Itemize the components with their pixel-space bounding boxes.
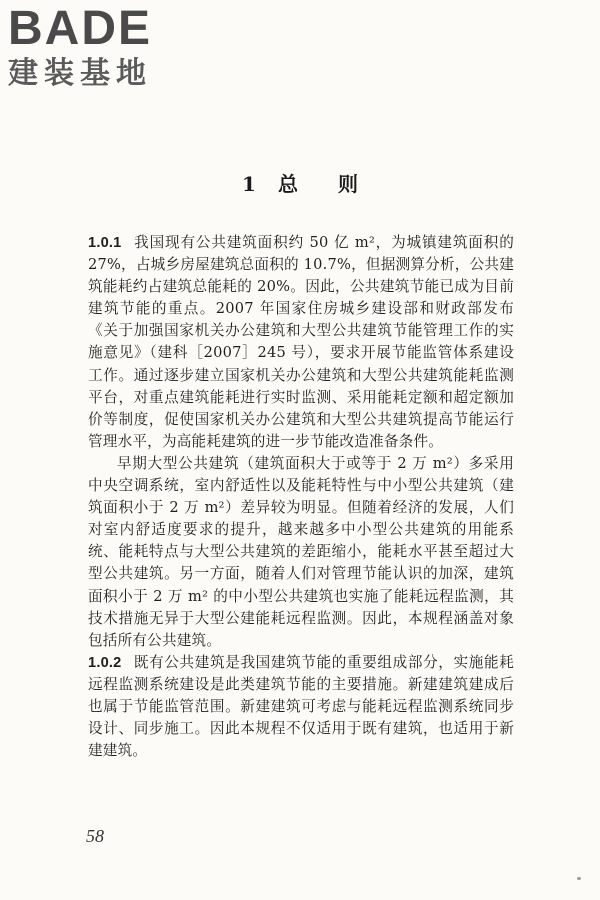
clause-text: 我国现有公共建筑面积约 50 亿 m²，为城镇建筑面积的27%，占城乡房屋建筑总面积的 10.7%，但据测算分析，公共建筑能耗约占建筑总能耗的 20%。因此，公共建筑节能已成为目前建筑节能的重点。2007 年国家住房城乡建设部和财政部发布《关于加强国家机关办公建筑和大型公共建筑节能管理工作的实施意见》（建科［2007］245 号），要求开展节能监管体系建设工作。通过逐步建立国家机关办公建筑和大型公共建筑能耗监测平台，对重点建筑能耗进行实时监测、采用能耗定额和超定额加价等制度，促使国家机关办公建筑和大型公共建筑提高节能运行管理水平，为高能耗建筑的进一步节能改造准备条件。 — [88, 234, 514, 450]
logo-brand-text: BADE — [8, 2, 153, 55]
clause-text: 既有公共建筑是我国建筑节能的重要组成部分，实施能耗远程监测系统建设是此类建筑节能的主要措施。新建建筑建成后也属于节能监管范围。新建建筑可考虑与能耗远程监测系统同步设计、同步施工。因此本规程不仅适用于既有建筑，也适用于新建建筑。 — [88, 653, 514, 760]
clause-number: 1.0.2 — [88, 654, 122, 671]
logo-subtitle: 建装基地 — [8, 56, 152, 91]
chapter-number: 1 — [242, 172, 256, 196]
clause-1-0-1-paragraph — [88, 232, 514, 453]
chapter-title-char-1: 总 — [277, 172, 298, 196]
clause-number: 1.0.1 — [88, 235, 122, 251]
clause-1-0-2-paragraph — [88, 652, 514, 762]
chapter-title-char-2: 则 — [337, 172, 358, 196]
page-body — [88, 232, 514, 762]
chapter-title — [0, 168, 600, 197]
scan-speck — [577, 877, 581, 880]
bade-logo — [8, 2, 178, 95]
page-number: 58 — [86, 826, 104, 846]
clause-1-0-1-paragraph-2: 早期大型公共建筑（建筑面积大于或等于 2 万 m²）多采用中央空调系统，室内舒适性以及能耗特性与中小型公共建筑（建筑面积小于 2 万 m²）差异较为明显。但随着经济的发展，人们对室内舒适度要求的提升，越来越多中小型公共建筑的用能系统、能耗特点与大型公共建筑的差距缩小，能耗水平甚至超过大型公共建筑。另一方面，随着人们对管理节能认识的加深，建筑面积小于 2 万 m² 的中小型公共建筑也实施了能耗远程监测，其技术措施无异于大型公建能耗远程监测。因此，本规程涵盖对象包括所有公共建筑。 — [88, 454, 514, 649]
